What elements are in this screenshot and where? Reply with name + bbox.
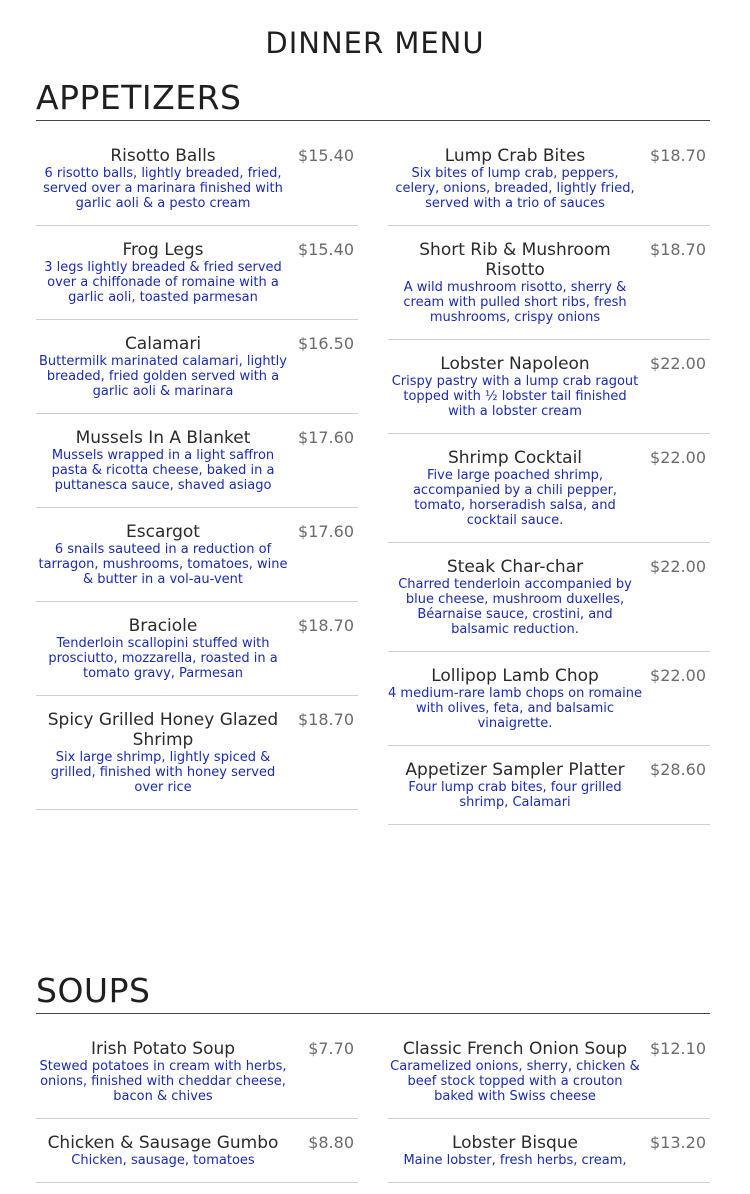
item-name: Short Rib & Mushroom Risotto bbox=[419, 240, 611, 280]
item-price: $8.80 bbox=[308, 1133, 354, 1152]
soups-section bbox=[36, 971, 710, 1168]
soups-heading: SOUPS bbox=[36, 971, 710, 1014]
menu-item bbox=[388, 746, 710, 825]
item-name: Escargot bbox=[126, 522, 200, 542]
appetizers-heading: APPETIZERS bbox=[36, 78, 710, 121]
item-description: 6 snails sauteed in a reduction of tarragon, mushrooms, tomatoes, wine & butter in a vol-au-vent bbox=[38, 542, 288, 587]
appetizers-right-column bbox=[388, 132, 710, 825]
item-name: Steak Char-char bbox=[446, 557, 584, 577]
menu-item bbox=[388, 543, 710, 652]
menu-item bbox=[388, 340, 710, 434]
item-name: Lobster Napoleon bbox=[440, 354, 590, 374]
item-description: A wild mushroom risotto, sherry & cream with pulled short ribs, fresh mushrooms, crispy onions bbox=[403, 280, 627, 325]
menu-item bbox=[36, 696, 358, 810]
item-price: $15.40 bbox=[298, 146, 354, 165]
menu-item bbox=[36, 132, 358, 226]
item-price: $22.00 bbox=[650, 354, 706, 373]
item-price: $18.70 bbox=[650, 146, 706, 165]
item-name: Shrimp Cocktail bbox=[447, 448, 583, 468]
menu-item bbox=[388, 434, 710, 543]
item-description: Six bites of lump crab, peppers, celery, onions, breaded, lightly fried, served with a trio of sauces bbox=[395, 166, 635, 211]
item-description: Charred tenderloin accompanied by blue cheese, mushroom duxelles, Béarnaise sauce, crostini, and balsamic reduction. bbox=[398, 577, 632, 637]
item-description: Stewed potatoes in cream with herbs, onions, finished with cheddar cheese, bacon & chives bbox=[39, 1059, 287, 1104]
item-description: Five large poached shrimp, accompanied by a chili pepper, tomato, horseradish salsa, and cocktail sauce. bbox=[412, 468, 618, 528]
item-name: Irish Potato Soup bbox=[90, 1039, 236, 1059]
menu-item bbox=[388, 132, 710, 226]
item-price: $22.00 bbox=[650, 448, 706, 467]
item-name: Appetizer Sampler Platter bbox=[405, 760, 625, 780]
menu-item bbox=[36, 1025, 358, 1119]
item-name: Spicy Grilled Honey Glazed Shrimp bbox=[47, 710, 279, 750]
item-price: $15.40 bbox=[298, 240, 354, 259]
item-price: $22.00 bbox=[650, 666, 706, 685]
menu-item bbox=[388, 652, 710, 746]
item-name: Risotto Balls bbox=[110, 146, 216, 166]
item-description: Crispy pastry with a lump crab ragout topped with ½ lobster tail finished with a lobster cream bbox=[391, 374, 639, 419]
item-price: $17.60 bbox=[298, 428, 354, 447]
soups-left-column bbox=[36, 1025, 358, 1183]
appetizers-left-column bbox=[36, 132, 358, 810]
item-name: Lollipop Lamb Chop bbox=[431, 666, 599, 686]
item-description: Tenderloin scallopini stuffed with prosciutto, mozzarella, roasted in a tomato gravy, Parmesan bbox=[48, 636, 278, 681]
item-price: $18.70 bbox=[298, 616, 354, 635]
page-title: DINNER MENU bbox=[265, 26, 485, 60]
item-price: $12.10 bbox=[650, 1039, 706, 1058]
item-name: Frog Legs bbox=[122, 240, 204, 260]
appetizers-section bbox=[36, 78, 710, 810]
item-price: $18.70 bbox=[650, 240, 706, 259]
item-description: Maine lobster, fresh herbs, cream, bbox=[403, 1153, 627, 1168]
item-price: $13.20 bbox=[650, 1133, 706, 1152]
item-name: Mussels In A Blanket bbox=[75, 428, 251, 448]
menu-item bbox=[36, 320, 358, 414]
menu-item bbox=[388, 1025, 710, 1119]
item-name: Lobster Bisque bbox=[451, 1133, 578, 1153]
item-price: $18.70 bbox=[298, 710, 354, 729]
soups-right-column bbox=[388, 1025, 710, 1183]
item-description: Mussels wrapped in a light saffron pasta & ricotta cheese, baked in a puttanesca sauce, shaved asiago bbox=[51, 448, 275, 493]
item-price: $22.00 bbox=[650, 557, 706, 576]
item-name: Chicken & Sausage Gumbo bbox=[47, 1133, 279, 1153]
item-name: Classic French Onion Soup bbox=[402, 1039, 628, 1059]
item-description: Chicken, sausage, tomatoes bbox=[71, 1153, 255, 1168]
item-description: 6 risotto balls, lightly breaded, fried, served over a marinara finished with garlic aoli & a pesto cream bbox=[43, 166, 283, 211]
item-name: Braciole bbox=[128, 616, 198, 636]
menu-item bbox=[388, 1119, 710, 1183]
item-description: Four lump crab bites, four grilled shrimp, Calamari bbox=[408, 780, 622, 810]
menu-item bbox=[388, 226, 710, 340]
item-description: Buttermilk marinated calamari, lightly breaded, fried golden served with a garlic aoli & marinara bbox=[39, 354, 287, 399]
menu-item bbox=[36, 226, 358, 320]
item-description: 4 medium-rare lamb chops on romaine with olives, feta, and balsamic vinaigrette. bbox=[388, 686, 642, 731]
menu-item bbox=[36, 1119, 358, 1183]
item-name: Lump Crab Bites bbox=[444, 146, 586, 166]
item-description: 3 legs lightly breaded & fried served over a chiffonade of romaine with a garlic aoli, toasted parmesan bbox=[44, 260, 282, 305]
menu-item bbox=[36, 414, 358, 508]
item-price: $16.50 bbox=[298, 334, 354, 353]
item-price: $17.60 bbox=[298, 522, 354, 541]
item-price: $7.70 bbox=[308, 1039, 354, 1058]
item-description: Caramelized onions, sherry, chicken & beef stock topped with a crouton baked with Swiss cheese bbox=[390, 1059, 640, 1104]
menu-item bbox=[36, 602, 358, 696]
item-name: Calamari bbox=[124, 334, 202, 354]
item-price: $28.60 bbox=[650, 760, 706, 779]
menu-item bbox=[36, 508, 358, 602]
item-description: Six large shrimp, lightly spiced & grilled, finished with honey served over rice bbox=[50, 750, 276, 795]
